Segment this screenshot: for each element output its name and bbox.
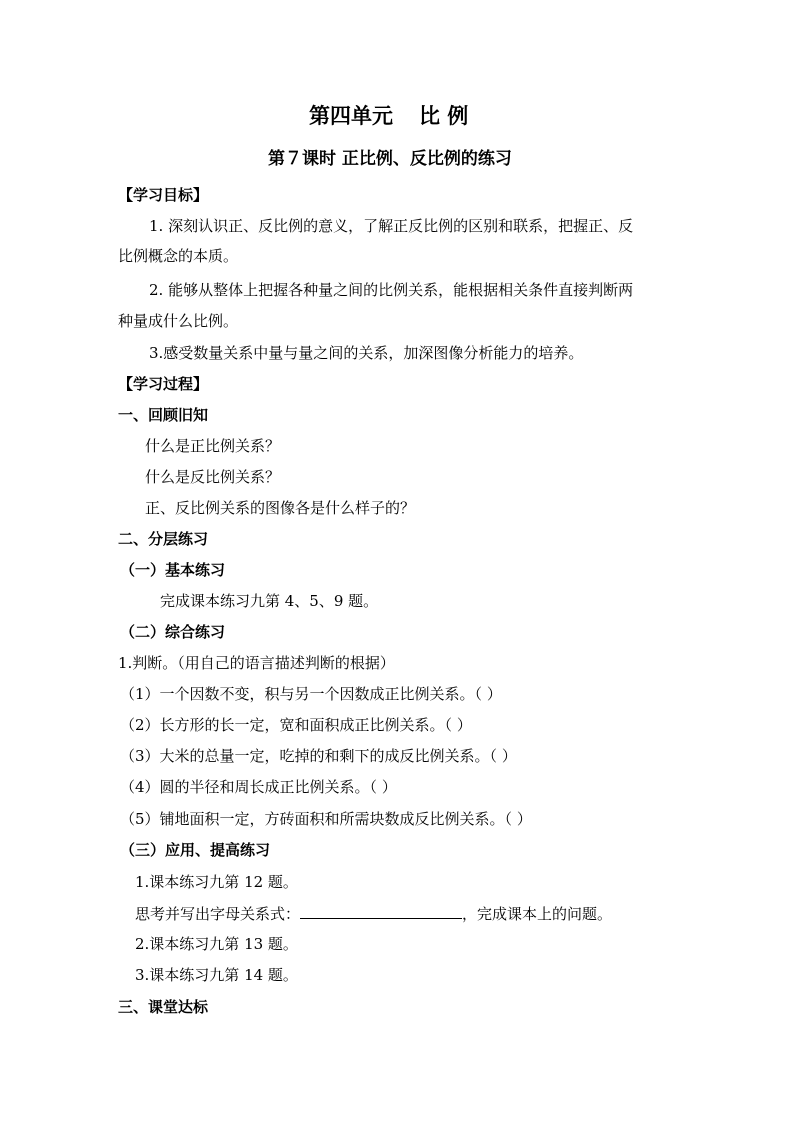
review-heading: 一、回顾旧知	[118, 406, 209, 424]
judge-item-1: （1）一个因数不变，积与另一个因数成正比例关系。（ ）	[120, 685, 502, 703]
think-line	[135, 903, 612, 924]
basic-practice-text: 完成课本练习九第 4、5、9 题。	[160, 592, 379, 610]
objective-2-line-1: 2. 能够从整体上把握各种量之间的比例关系，能根据相关条件直接判断两	[149, 281, 634, 299]
judge-item-2: （2）长方形的长一定，宽和面积成正比例关系。（ ）	[120, 716, 472, 734]
practice-heading: 二、分层练习	[118, 530, 209, 548]
basic-practice-heading: （一）基本练习	[120, 561, 226, 579]
unit-title-left: 第四单元	[309, 103, 393, 128]
objectives-heading: 【学习目标】	[118, 186, 209, 204]
apply-item-2: 2.课本练习九第 13 题。	[135, 935, 298, 953]
apply-item-3: 3.课本练习九第 14 题。	[135, 966, 298, 984]
review-question-1: 什么是正比例关系？	[145, 437, 281, 455]
objective-1-line-2: 比例概念的本质。	[118, 247, 239, 265]
answer-blank	[300, 903, 462, 919]
judge-item-4: （4）圆的半径和周长成正比例关系。（ ）	[120, 778, 397, 796]
classroom-heading: 三、课堂达标	[118, 998, 209, 1016]
judge-item-5: （5）铺地面积一定，方砖面积和所需块数成反比例关系。（ ）	[120, 810, 532, 828]
process-heading: 【学习过程】	[118, 375, 209, 393]
objective-2-line-2: 种量成什么比例。	[118, 312, 239, 330]
think-prefix: 思考并写出字母关系式：	[135, 905, 301, 923]
think-suffix: ，完成课本上的问题。	[462, 905, 613, 923]
objective-3: 3.感受数量关系中量与量之间的关系，加深图像分析能力的培养。	[149, 344, 584, 362]
lesson-title: 第７课时 正比例、反比例的练习	[268, 149, 512, 169]
unit-title-right: 比 例	[419, 103, 469, 128]
review-question-3: 正、反比例关系的图像各是什么样子的？	[145, 499, 416, 517]
apply-item-1: 1.课本练习九第 12 题。	[135, 873, 298, 891]
review-question-2: 什么是反比例关系？	[145, 468, 281, 486]
judge-item-3: （3）大米的总量一定，吃掉的和剩下的成反比例关系。（ ）	[120, 747, 517, 765]
apply-practice-heading: （三）应用、提高练习	[120, 841, 271, 859]
judge-intro: 1.判断。（用自己的语言描述判断的根据）	[118, 654, 395, 672]
objective-1-line-1: 1. 深刻认识正、反比例的意义，了解正反比例的区别和联系，把握正、反	[149, 217, 634, 235]
unit-title	[309, 103, 469, 128]
comprehensive-practice-heading: （二）综合练习	[120, 623, 226, 641]
